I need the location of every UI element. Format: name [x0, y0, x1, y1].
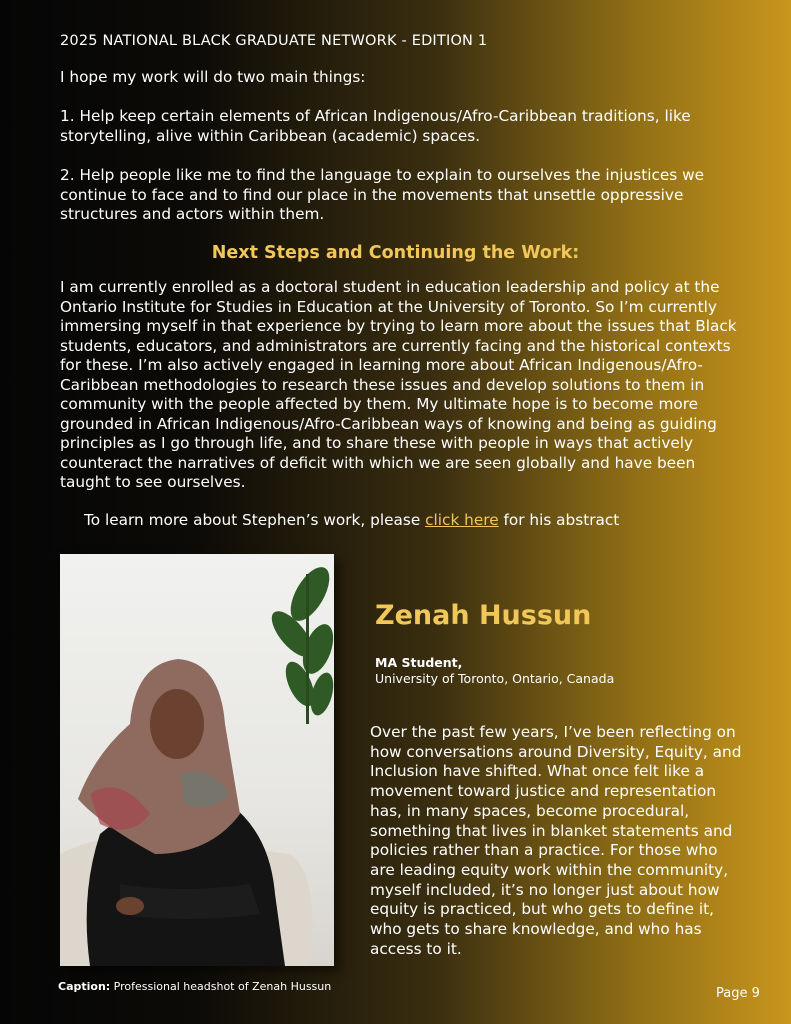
profile-name: Zenah Hussun — [375, 600, 592, 631]
cta-suffix: for his abstract — [498, 511, 620, 529]
abstract-link[interactable]: click here — [425, 511, 499, 529]
headshot-illustration — [60, 554, 334, 966]
caption-label: Caption: — [58, 980, 111, 993]
next-steps-heading: Next Steps and Continuing the Work: — [211, 243, 580, 263]
profile-role: MA Student, — [375, 655, 463, 670]
intro-point-1: 1. Help keep certain elements of African Indigenous/Afro-Caribbean traditions, like storytelling, alive within Caribbean (academic) spaces. — [60, 107, 691, 145]
profile-affiliation: University of Toronto, Ontario, Canada — [375, 671, 615, 686]
abstract-cta — [84, 511, 619, 529]
publication-header: 2025 NATIONAL BLACK GRADUATE NETWORK - EDITION 1 — [60, 33, 488, 49]
intro-point-2: 2. Help people like me to find the language to explain to ourselves the injustices we continue to face and to find our place in the movements that unsettle oppressive structures and actors within them. — [60, 166, 705, 223]
plant-icon — [265, 561, 334, 724]
headshot-photo — [60, 554, 334, 966]
photo-caption — [58, 980, 331, 993]
caption-text: Professional headshot of Zenah Hussun — [110, 980, 332, 993]
profile-body: Over the past few years, I’ve been reflecting on how conversations around Diversity, Equity, and Inclusion have shifted. What once felt like a movement toward justice and representation has, in many spaces, become procedural, something that lives in blanket statements and policies rather than a practice. For those who are leading equity work within the community, myself included, it’s no longer just about how equity is practiced, but who gets to define it, who gets to share knowledge, and who has access to it. — [370, 723, 742, 958]
next-steps-body: I am currently enrolled as a doctoral student in education leadership and policy at the Ontario Institute for Studies in Education at the University of Toronto. So I’m currently immersing myself in that experience by trying to learn more about the issues that Black students, educators, and administrators are currently facing and the historical contexts for these. I’m also actively engaged in learning more about African Indigenous/Afro-Caribbean methodologies to research these issues and develop solutions to them in community with the people affected by them. My ultimate hope is to become more grounded in African Indigenous/Afro-Caribbean ways of knowing and being as guiding principles as I go through life, and to share these with people in ways that actively counteract the narratives of deficit with which we are seen globally and have been taught to see ourselves. — [60, 278, 737, 491]
cta-prefix: To learn more about Stephen’s work, please — [84, 511, 426, 529]
intro-lead: I hope my work will do two main things: — [60, 68, 366, 86]
page-number: Page 9 — [716, 986, 760, 1001]
